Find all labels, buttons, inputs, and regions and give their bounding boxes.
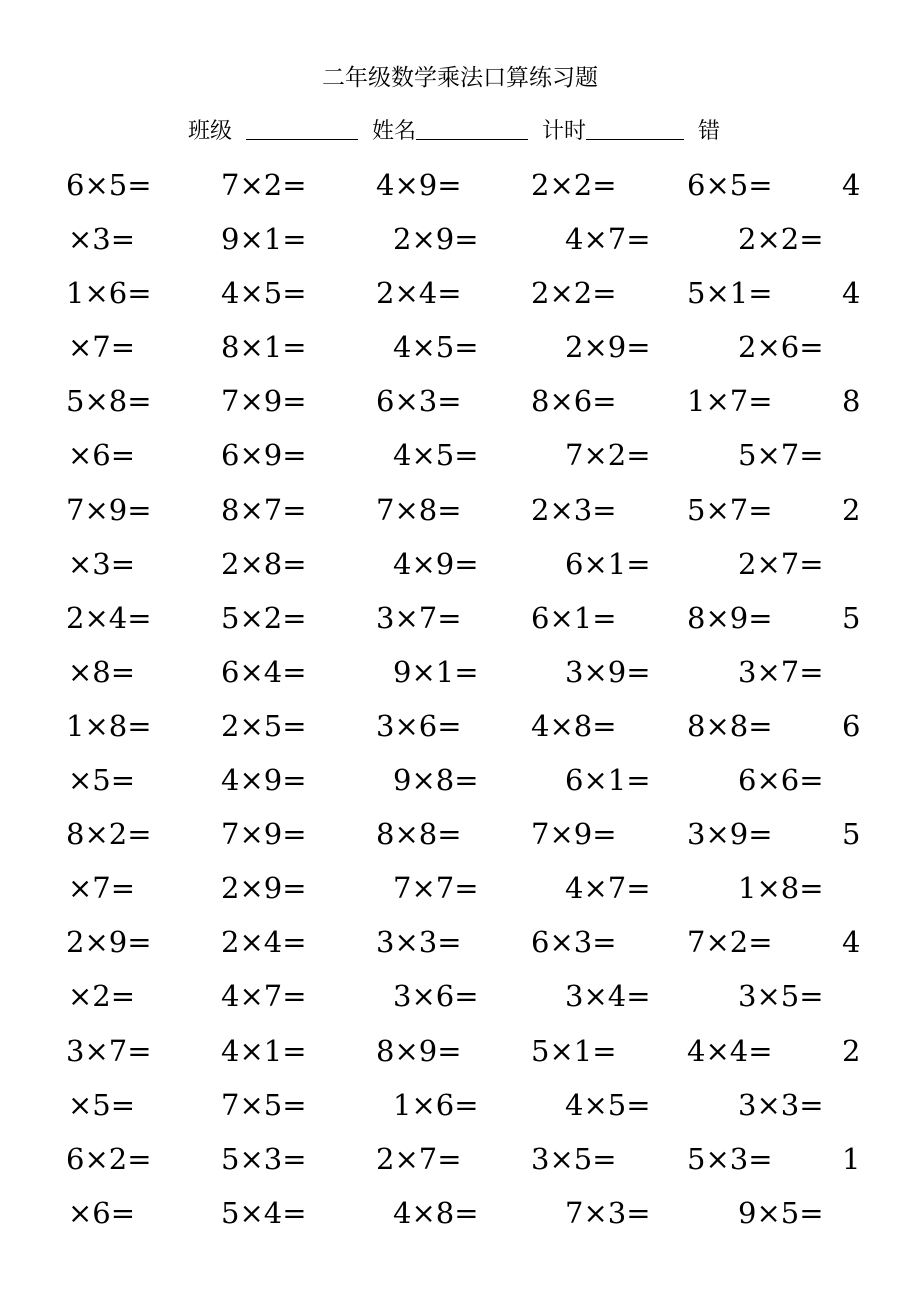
problem-item: 7×2= [565, 438, 651, 473]
student-info-line [188, 114, 720, 150]
problem-item: 7×3= [565, 1195, 651, 1230]
problem-item: 3×4= [565, 979, 651, 1014]
problem-item: 2×7= [376, 1141, 462, 1176]
problem-item: 6×9= [221, 438, 307, 473]
problem-item: 2 [842, 492, 861, 527]
problem-item: 8×9= [376, 1033, 462, 1068]
problem-item: 4×7= [565, 871, 651, 906]
problem-item: 4×9= [221, 763, 307, 798]
problem-row [0, 1132, 920, 1186]
problem-item: 6 [842, 708, 861, 743]
problem-item: 4×9= [376, 168, 462, 202]
problem-item: 4×7= [221, 979, 307, 1014]
class-label: 班级 [188, 119, 233, 144]
problem-item: ×6= [68, 438, 136, 473]
problem-item: ×5= [68, 763, 136, 798]
problem-item: 2×3= [531, 492, 617, 527]
problem-item: 4 [842, 276, 861, 311]
problem-item: ×7= [68, 871, 136, 906]
problem-row [0, 537, 920, 591]
problem-item: 4×5= [393, 330, 479, 365]
problem-item: 3×9= [565, 654, 651, 689]
problem-item: ×8= [68, 654, 136, 689]
problem-item: ×7= [68, 330, 136, 365]
problem-row [0, 158, 920, 212]
problem-item: 1×8= [738, 871, 824, 906]
problem-item: 2×5= [221, 708, 307, 743]
problem-row [0, 969, 920, 1023]
problem-item: 3×5= [531, 1141, 617, 1176]
problem-item: 2×6= [738, 330, 824, 365]
problem-item: 7×9= [66, 492, 152, 527]
problem-item: 8×8= [687, 708, 773, 743]
problem-item: 6×3= [376, 384, 462, 419]
problem-item: 4 [842, 925, 861, 960]
problem-item: ×2= [68, 979, 136, 1014]
problem-item: 2×7= [738, 546, 824, 581]
problem-item: 4×5= [221, 276, 307, 311]
problem-item: 3×7= [66, 1033, 152, 1068]
problem-item: 7×2= [687, 925, 773, 960]
problem-item: 2×9= [221, 871, 307, 906]
problem-row [0, 915, 920, 969]
name-label: 姓名 [372, 119, 417, 144]
problem-item: 8×7= [221, 492, 307, 527]
problem-item: 1×6= [66, 276, 152, 311]
worksheet-title: 二年级数学乘法口算练习题 [322, 65, 598, 91]
problem-item: 3×7= [738, 654, 824, 689]
problem-item: ×3= [68, 546, 136, 581]
problem-item: 6×5= [687, 168, 773, 202]
problem-row [0, 1078, 920, 1132]
problem-item: 4×5= [393, 438, 479, 473]
problem-item: 8×2= [66, 817, 152, 852]
problem-item: 8×8= [376, 817, 462, 852]
problem-row [0, 591, 920, 645]
problem-item: 4×8= [531, 708, 617, 743]
problem-item: 6×1= [565, 546, 651, 581]
problem-item: 3×3= [738, 1087, 824, 1122]
problem-item: 4×8= [393, 1195, 479, 1230]
problem-item: 2×9= [393, 222, 479, 257]
problem-row [0, 266, 920, 320]
problem-item: 2×2= [738, 222, 824, 257]
problem-row [0, 428, 920, 482]
time-blank[interactable] [586, 115, 684, 140]
problem-item: 8×1= [221, 330, 307, 365]
problem-item: 6×1= [531, 600, 617, 635]
problem-row [0, 483, 920, 537]
problem-row [0, 645, 920, 699]
problem-item: 5×1= [687, 276, 773, 311]
problem-item: 1 [842, 1141, 861, 1176]
problem-item: 6×3= [531, 925, 617, 960]
problem-item: 3×3= [376, 925, 462, 960]
problem-row [0, 861, 920, 915]
problem-item: 7×2= [221, 168, 307, 202]
problem-item: 2×4= [66, 600, 152, 635]
problem-row [0, 753, 920, 807]
name-blank[interactable] [416, 115, 528, 140]
problem-item: 1×7= [687, 384, 773, 419]
problem-item: 4×9= [393, 546, 479, 581]
problem-item: 5×3= [687, 1141, 773, 1176]
problem-grid [0, 158, 920, 1240]
problem-item: ×5= [68, 1087, 136, 1122]
problem-item: 2×4= [376, 276, 462, 311]
problem-item: 1×6= [393, 1087, 479, 1122]
problem-item: 2×2= [531, 276, 617, 311]
problem-item: 2×9= [565, 330, 651, 365]
problem-item: 5×7= [687, 492, 773, 527]
problem-item: 3×6= [393, 979, 479, 1014]
problem-item: ×3= [68, 222, 136, 257]
problem-item: 9×1= [221, 222, 307, 257]
problem-item: 8 [842, 384, 861, 419]
problem-item: 5 [842, 817, 861, 852]
problem-item: 5×7= [738, 438, 824, 473]
problem-item: 5×8= [66, 384, 152, 419]
error-label: 错 [698, 119, 721, 144]
problem-item: 7×9= [221, 384, 307, 419]
problem-row [0, 699, 920, 753]
problem-item: 9×5= [738, 1195, 824, 1230]
problem-item: 2×4= [221, 925, 307, 960]
problem-row [0, 212, 920, 266]
problem-item: 3×7= [376, 600, 462, 635]
problem-item: ×6= [68, 1195, 136, 1230]
problem-item: 4×1= [221, 1033, 307, 1068]
problem-item: 7×9= [531, 817, 617, 852]
problem-item: 6×4= [221, 654, 307, 689]
problem-item: 4×7= [565, 222, 651, 257]
problem-item: 8×6= [531, 384, 617, 419]
problem-item: 5×1= [531, 1033, 617, 1068]
problem-item: 9×1= [393, 654, 479, 689]
problem-row [0, 807, 920, 861]
problem-item: 2×8= [221, 546, 307, 581]
problem-item: 3×6= [376, 708, 462, 743]
problem-item: 4×5= [565, 1087, 651, 1122]
problem-item: 3×5= [738, 979, 824, 1014]
problem-item: 3×9= [687, 817, 773, 852]
problem-item: 6×6= [738, 763, 824, 798]
problem-item: 4 [842, 168, 861, 202]
problem-item: 2×2= [531, 168, 617, 202]
problem-item: 2×9= [66, 925, 152, 960]
problem-item: 2 [842, 1033, 861, 1068]
problem-item: 5×3= [221, 1141, 307, 1176]
problem-item: 7×9= [221, 817, 307, 852]
problem-item: 9×8= [393, 763, 479, 798]
problem-item: 1×8= [66, 708, 152, 743]
problem-item: 7×5= [221, 1087, 307, 1122]
problem-item: 4×4= [687, 1033, 773, 1068]
class-blank[interactable] [246, 115, 358, 140]
problem-item: 6×2= [66, 1141, 152, 1176]
problem-item: 6×1= [565, 763, 651, 798]
problem-item: 8×9= [687, 600, 773, 635]
problem-item: 5 [842, 600, 861, 635]
problem-row [0, 1186, 920, 1240]
problem-item: 6×5= [66, 168, 152, 202]
problem-item: 5×2= [221, 600, 307, 635]
problem-row [0, 1024, 920, 1078]
problem-row [0, 320, 920, 374]
problem-item: 7×8= [376, 492, 462, 527]
problem-item: 7×7= [393, 871, 479, 906]
problem-row [0, 374, 920, 428]
problem-item: 5×4= [221, 1195, 307, 1230]
time-label: 计时 [542, 119, 587, 144]
